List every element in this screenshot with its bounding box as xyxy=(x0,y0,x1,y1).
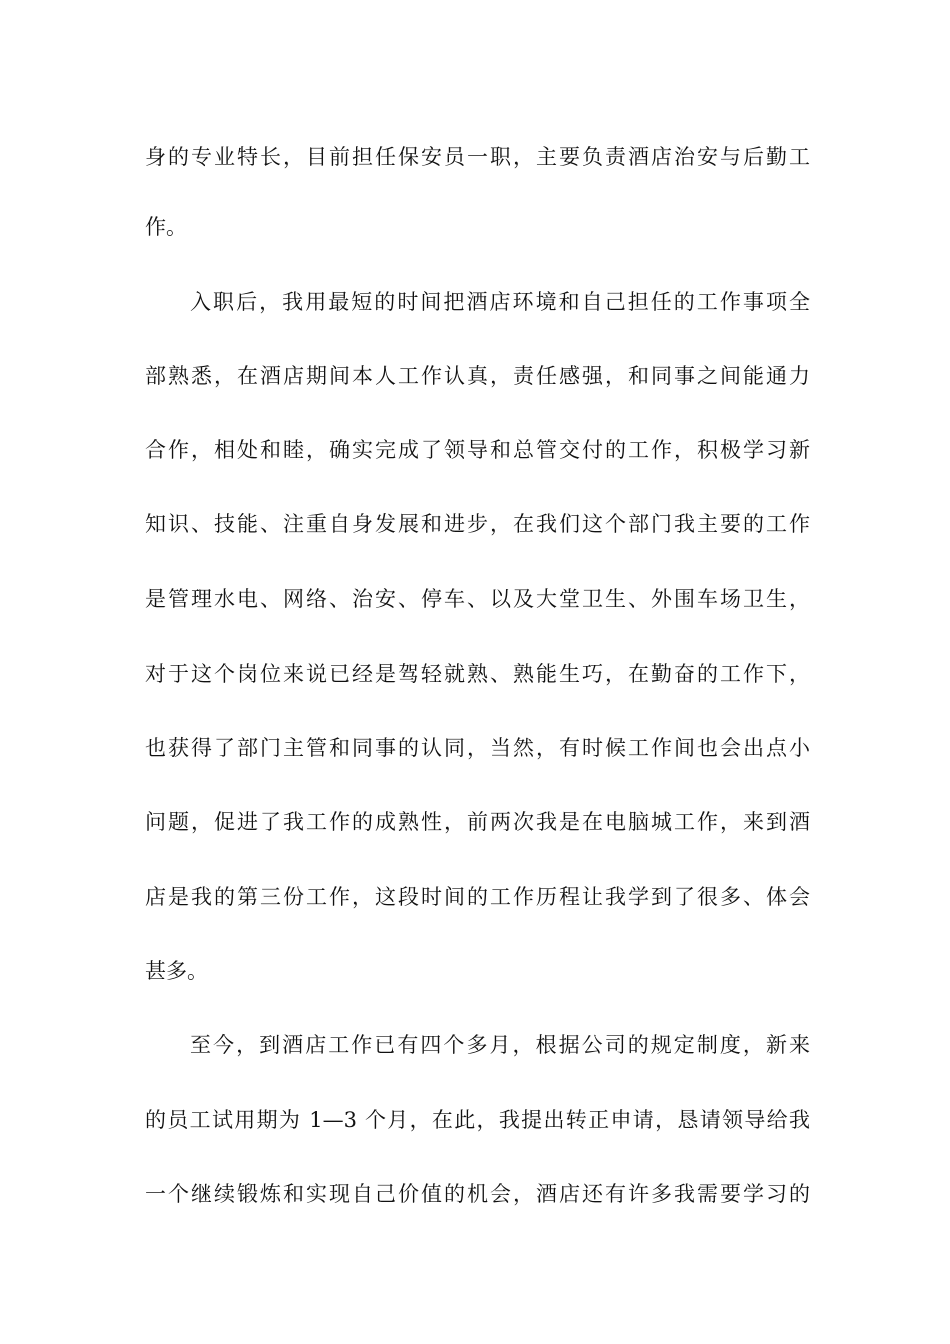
text-line: 至今，到酒店工作已有四个多月，根据公司的规定制度，新来 xyxy=(190,1033,810,1057)
text-line: 的员工试用期为 1—3 个月，在此，我提出转正申请，恳请领导给我 xyxy=(145,1108,810,1132)
text-line: 部熟悉，在酒店期间本人工作认真，责任感强，和同事之间能通力 xyxy=(145,364,810,388)
text-line: 合作，相处和睦，确实完成了领导和总管交付的工作，积极学习新 xyxy=(145,438,810,462)
text-line: 甚多。 xyxy=(145,959,208,983)
text-line: 知识、技能、注重自身发展和进步，在我们这个部门我主要的工作 xyxy=(145,512,810,536)
text-line: 身的专业特长，目前担任保安员一职，主要负责酒店治安与后勤工 xyxy=(145,145,810,169)
text-line: 作。 xyxy=(145,215,187,239)
text-line: 也获得了部门主管和同事的认同，当然，有时候工作间也会出点小 xyxy=(145,736,810,760)
text-line: 对于这个岗位来说已经是驾轻就熟、熟能生巧，在勤奋的工作下， xyxy=(145,662,810,686)
text-line: 问题，促进了我工作的成熟性，前两次我是在电脑城工作，来到酒 xyxy=(145,810,810,834)
text-line: 店是我的第三份工作，这段时间的工作历程让我学到了很多、体会 xyxy=(145,885,810,909)
text-line: 一个继续锻炼和实现自己价值的机会，酒店还有许多我需要学习的 xyxy=(145,1182,810,1206)
text-line: 入职后，我用最短的时间把酒店环境和自己担任的工作事项全 xyxy=(190,290,810,314)
text-line: 是管理水电、网络、治安、停车、以及大堂卫生、外围车场卫生， xyxy=(145,587,810,611)
